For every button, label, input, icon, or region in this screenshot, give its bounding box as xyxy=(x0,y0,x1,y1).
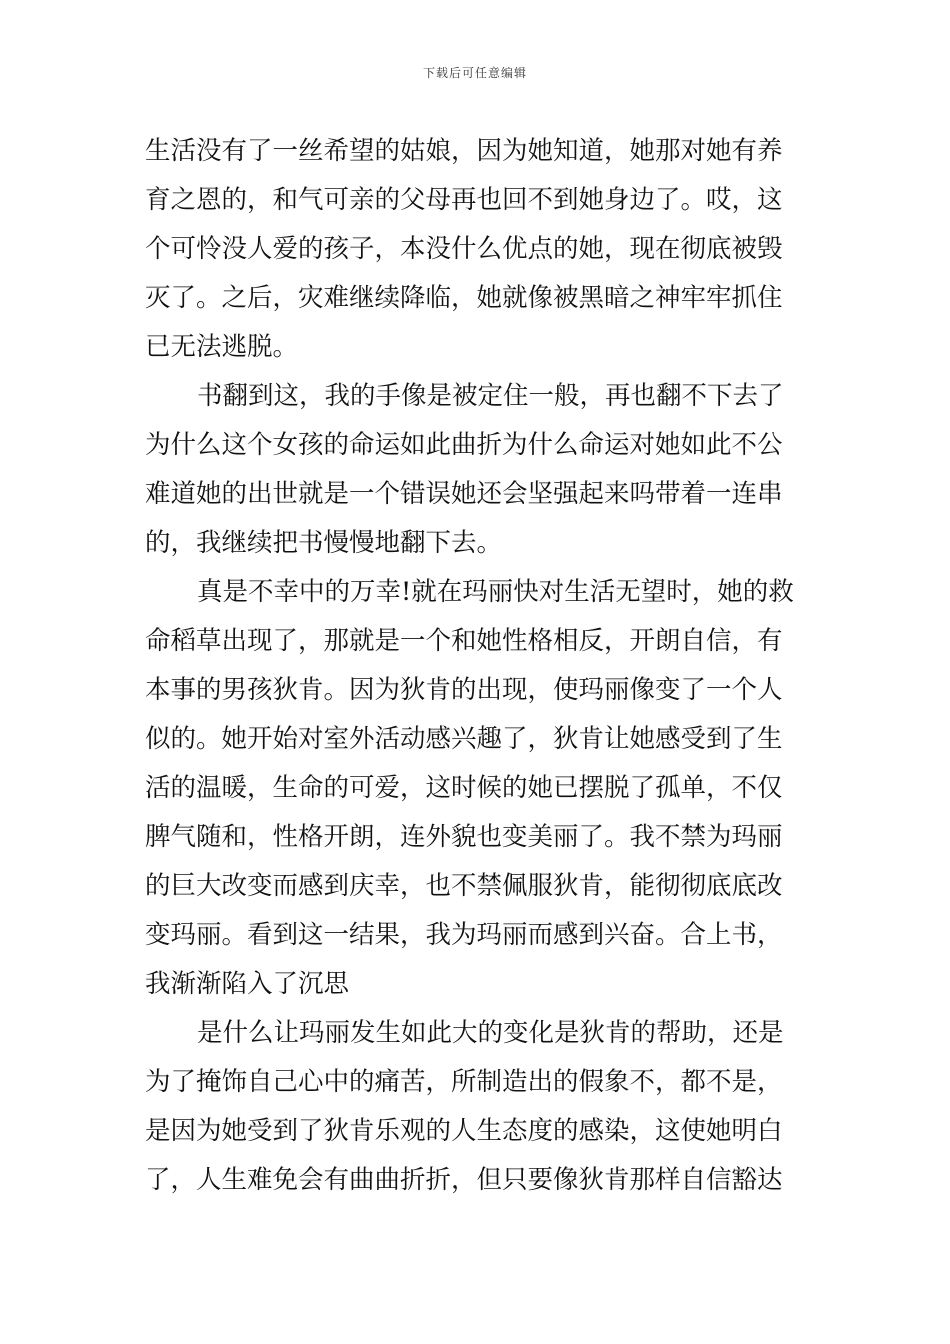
text-line: 似的。她开始对室外活动感兴趣了，狄肯让她感受到了生 xyxy=(145,724,783,754)
text-line: 真是不幸中的万幸!就在玛丽快对生活无望时，她的救 xyxy=(197,577,794,607)
text-line: 为什么这个女孩的命运如此曲折为什么命运对她如此不公 xyxy=(145,430,783,460)
text-line: 了，人生难免会有曲曲折折，但只要像狄肯那样自信豁达 xyxy=(145,1165,783,1195)
paragraph-2 xyxy=(145,372,805,568)
text-line: 生活没有了一丝希望的姑娘，因为她知道，她那对她有养 xyxy=(145,136,783,166)
text-line: 我渐渐陷入了沉思 xyxy=(145,969,350,999)
paragraph-4 xyxy=(145,1009,805,1205)
text-line: 灭了。之后，灾难继续降临，她就像被黑暗之神牢牢抓住 xyxy=(145,283,783,313)
paragraph-1 xyxy=(145,127,805,372)
text-line: 的巨大改变而感到庆幸，也不禁佩服狄肯，能彻彻底底改 xyxy=(145,871,783,901)
text-line: 脾气随和，性格开朗，连外貌也变美丽了。我不禁为玛丽 xyxy=(145,822,783,852)
page-header: 下载后可任意编辑 xyxy=(422,66,527,80)
text-line: 为了掩饰自己心中的痛苦，所制造出的假象不，都不是， xyxy=(145,1067,783,1097)
text-line: 已无法逃脱。 xyxy=(145,332,299,362)
text-line: 活的温暖，生命的可爱，这时候的她已摆脱了孤单，不仅 xyxy=(145,773,783,803)
text-line: 个可怜没人爱的孩子，本没什么优点的她，现在彻底被毁 xyxy=(145,234,783,264)
text-line: 命稻草出现了，那就是一个和她性格相反，开朗自信，有 xyxy=(145,626,783,656)
text-line: 书翻到这，我的手像是被定住一般，再也翻不下去了 xyxy=(197,381,784,411)
text-line: 是因为她受到了狄肯乐观的人生态度的感染，这使她明白 xyxy=(145,1116,783,1146)
text-line: 变玛丽。看到这一结果，我为玛丽而感到兴奋。合上书， xyxy=(145,920,783,950)
paragraph-3 xyxy=(145,568,805,1009)
text-line: 育之恩的，和气可亲的父母再也回不到她身边了。哎，这 xyxy=(145,185,783,215)
text-line: 难道她的出世就是一个错误她还会坚强起来吗带着一连串 xyxy=(145,479,783,509)
text-line: 是什么让玛丽发生如此大的变化是狄肯的帮助，还是 xyxy=(197,1018,784,1048)
text-line: 本事的男孩狄肯。因为狄肯的出现，使玛丽像变了一个人 xyxy=(145,675,783,705)
body-text xyxy=(145,127,805,1205)
text-line: 的，我继续把书慢慢地翻下去。 xyxy=(145,528,503,558)
